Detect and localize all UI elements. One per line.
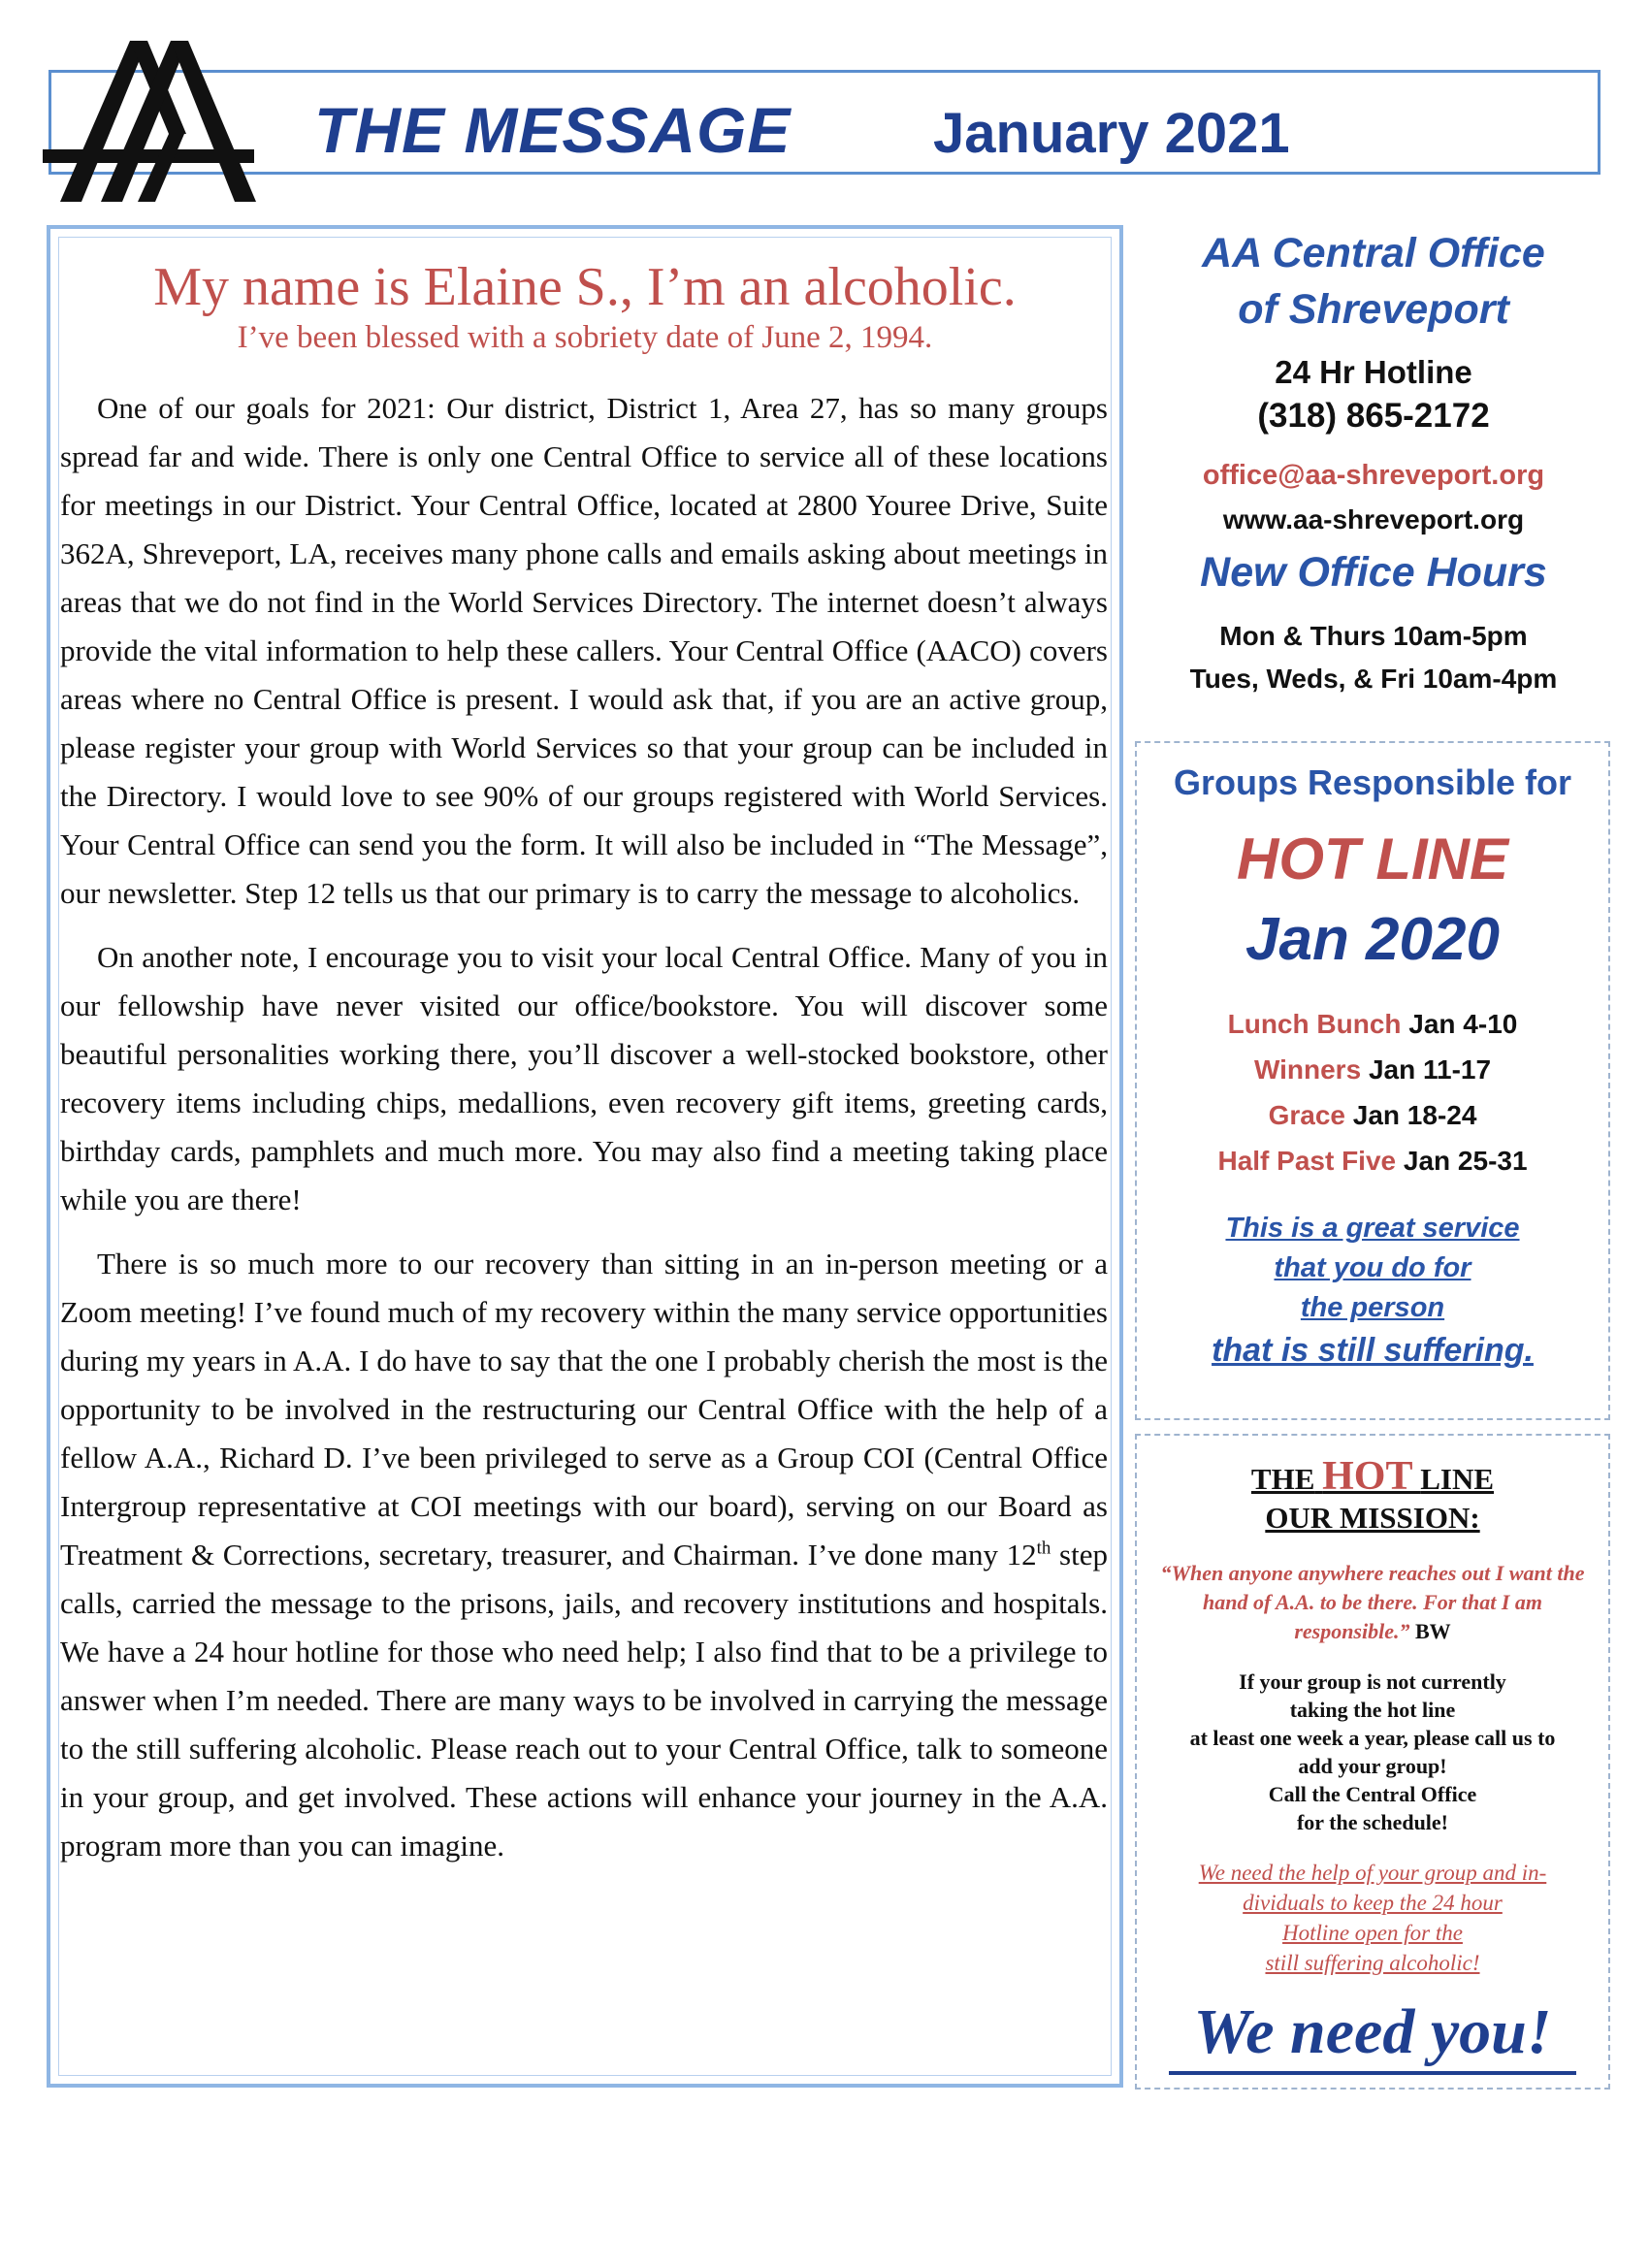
- heading-underline: [1169, 2071, 1576, 2075]
- schedule-month: Jan 2020: [1245, 906, 1500, 973]
- hotline-phone[interactable]: (318) 865-2172: [1257, 397, 1490, 435]
- masthead-box: [48, 70, 1600, 175]
- quote-attribution: BW: [1415, 1619, 1451, 1643]
- office-email-link[interactable]: office@aa-shreveport.org: [1202, 460, 1545, 491]
- help-line: We need the help of your group and in-: [1198, 1861, 1547, 1885]
- article-paragraph: On another note, I encourage you to visit your local Central Office. Many of you in our fellowship have never visited our office/bookstore. You will discover some beautiful personalities working there, you’ll discover a well-stocked bookstore, other recovery items including chips, medallions, even recovery gift items, greeting cards, birthday cards, pamphlets and much more. You may also find a meeting taking place while you are there!: [60, 940, 1108, 1216]
- mission-title: [1137, 1454, 1608, 1499]
- office-hours-title: New Office Hours: [1200, 549, 1547, 596]
- group-dates: Jan 18-24: [1352, 1100, 1477, 1130]
- group-dates: Jan 4-10: [1408, 1009, 1518, 1039]
- service-note-line: that you do for: [1274, 1252, 1471, 1283]
- service-note: [1137, 1209, 1608, 1373]
- group-dates: Jan 25-31: [1403, 1146, 1528, 1176]
- quote-text: “When anyone anywhere reaches out I want the hand of A.A. to be there. For that I am responsible.”: [1160, 1561, 1585, 1643]
- website-link[interactable]: www.aa-shreveport.org: [1222, 504, 1525, 535]
- info-line: add your group!: [1298, 1754, 1447, 1778]
- service-note-line: that is still suffering.: [1212, 1332, 1534, 1369]
- info-line: If your group is not currently: [1239, 1669, 1506, 1694]
- group-name: Lunch Bunch: [1227, 1009, 1402, 1039]
- schedule-row: [1137, 1047, 1608, 1092]
- office-city: of Shreveport: [1238, 286, 1509, 333]
- mission-title-hot: HOT: [1322, 1454, 1413, 1499]
- article-subtitle: I’ve been blessed with a sobriety date of June 2, 1994.: [237, 320, 933, 355]
- help-request: [1147, 1858, 1599, 1978]
- office-hours-line: Tues, Weds, & Fri 10am-4pm: [1189, 664, 1558, 694]
- paragraph-text: step calls, carried the message to the prisons, jails, and recovery institutions and hospitals. We have a 24 hour hotline for those who need help; I also find that to be a privilege to answer when I’m needed. There are many ways to be involved in carrying the message to the still suffering alcoholic. Please reach out to your Central Office, talk to someone in your group, and get involved. These actions will enhance your journey in the A.A. program more than you can imagine.: [60, 1538, 1108, 1863]
- hotline-groups-box: [1135, 741, 1610, 1420]
- newsletter-title: THE MESSAGE: [314, 94, 792, 166]
- group-dates: Jan 11-17: [1368, 1054, 1492, 1085]
- help-line: still suffering alcoholic!: [1265, 1951, 1480, 1975]
- group-name: Grace: [1268, 1100, 1345, 1130]
- schedule-row: [1137, 1001, 1608, 1047]
- article-body: [60, 384, 1108, 1886]
- info-line: Call the Central Office: [1268, 1782, 1477, 1806]
- responsibility-quote: [1150, 1559, 1595, 1646]
- paragraph-text: There is so much more to our recovery than sitting in an in-person meeting or a Zoom meeting! I’ve found much of my recovery within the many service opportunities during my years in A.A. I do have to say that the one I probably cherish the most is the opportunity to be involved in the restructuring our Central Office with the help of a fellow A.A., Richard D. I’ve been privileged to serve as a Group COI (Central Office Intergroup representative at COI meetings with our board), serving on our Board as Treatment & Corrections, secretary, treasurer, and Chairman. I’ve done many 12: [60, 1247, 1108, 1571]
- group-name: Half Past Five: [1217, 1146, 1397, 1176]
- office-hours-line: Mon & Thurs 10am-5pm: [1219, 621, 1528, 651]
- schedule-row: [1137, 1092, 1608, 1138]
- article-box: [47, 225, 1123, 2088]
- office-name: AA Central Office: [1202, 230, 1545, 276]
- contact-panel: [1133, 225, 1614, 700]
- service-note-line: the person: [1300, 1292, 1445, 1323]
- article-paragraph: One of our goals for 2021: Our district, District 1, Area 27, has so many groups spread far and wide. There is only one Central Office to service all of these locations for meetings in our District. Your Central Office, located at 2800 Youree Drive, Suite 362A, Shreveport, LA, receives many phone calls and emails asking about meetings in areas that we do not find in the World Services Directory. The internet doesn’t always provide the vital information to help these callers. Your Central Office (AACO) covers areas where no Central Office is present. I would ask that, if you are an active group, please register your group with World Services so that your group can be included in the Directory. I would love to see 90% of our groups registered with World Services. Your Central Office can send you the form. It will also be included in “The Message”, our newsletter. Step 12 tells us that our primary is to carry the message to alcoholics.: [60, 391, 1108, 910]
- info-line: for the schedule!: [1296, 1810, 1449, 1834]
- issue-date: January 2021: [933, 102, 1290, 165]
- aa-logo-icon: [41, 27, 264, 211]
- schedule-list: [1137, 1001, 1608, 1183]
- mission-title-the: THE: [1250, 1462, 1315, 1496]
- groups-heading: Groups Responsible for: [1173, 762, 1572, 802]
- mission-title-line: LINE: [1420, 1462, 1495, 1496]
- mission-subtitle: OUR MISSION:: [1265, 1501, 1480, 1535]
- info-line: taking the hot line: [1289, 1698, 1456, 1722]
- article-paragraph: [60, 1240, 1108, 1870]
- schedule-row: [1137, 1138, 1608, 1183]
- help-line: Hotline open for the: [1282, 1921, 1463, 1945]
- hotline-label: 24 Hr Hotline: [1275, 354, 1472, 390]
- ordinal-superscript: th: [1036, 1538, 1051, 1559]
- article-title: My name is Elaine S., I’m an alcoholic.: [153, 257, 1017, 317]
- info-line: at least one week a year, please call us to: [1189, 1726, 1556, 1750]
- we-need-you-heading: We need you!: [1193, 1996, 1552, 2067]
- group-signup-info: [1145, 1668, 1600, 1836]
- mission-box: [1135, 1434, 1610, 2090]
- group-name: Winners: [1253, 1054, 1362, 1085]
- hot-line-heading: HOT LINE: [1237, 826, 1508, 891]
- help-line: dividuals to keep the 24 hour: [1243, 1891, 1503, 1915]
- service-note-line: This is a great service: [1225, 1213, 1520, 1244]
